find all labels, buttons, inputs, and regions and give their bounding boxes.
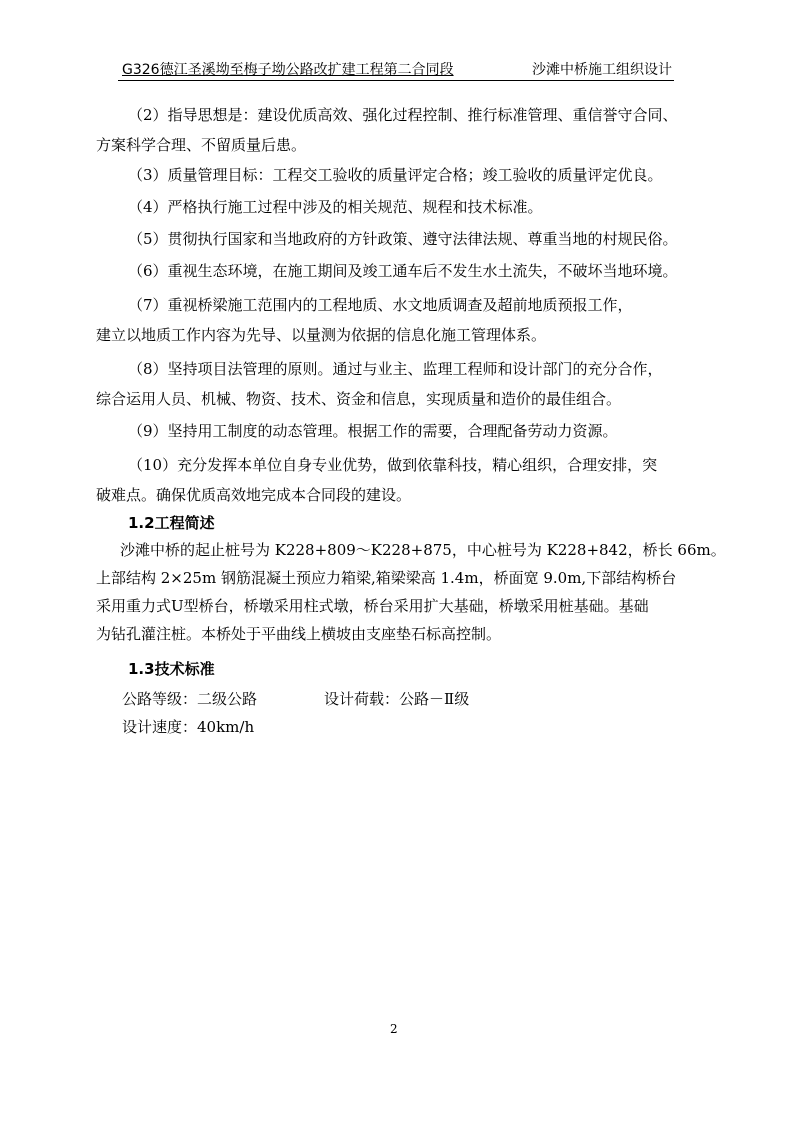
paragraph-line: （9）坚持用工制度的动态管理。根据工作的需要，合理配备劳动力资源。 — [128, 422, 618, 440]
paragraph-8 — [96, 354, 700, 414]
paragraph-line: 破难点。确保优质高效地完成本合同段的建设。 — [96, 486, 412, 504]
paragraph-7 — [96, 290, 700, 350]
description-line: 采用重力式U型桥台，桥墩采用柱式墩，桥台采用扩大基础，桥墩采用桩基础。基础 — [96, 597, 649, 615]
paragraph-line: （8）坚持项目法管理的原则。通过与业主、监理工程师和设计部门的充分合作， — [128, 360, 663, 378]
paragraph-line: 综合运用人员、机械、物资、技术、资金和信息，实现质量和造价的最佳组合。 — [96, 390, 622, 408]
paragraph-line: （3）质量管理目标：工程交工验收的质量评定合格；竣工验收的质量评定优良。 — [128, 166, 663, 184]
description-line: 为钻孔灌注桩。本桥处于平曲线上横坡由支座垫石标高控制。 — [96, 625, 502, 643]
design-speed: 设计速度：40km/h — [122, 718, 255, 736]
paragraph-line: 建立以地质工作内容为先导、以量测为依据的信息化施工管理体系。 — [96, 326, 547, 344]
section-heading-1-2: 1.2工程简述 — [128, 514, 215, 532]
paragraph-4 — [96, 192, 700, 222]
paragraph-10 — [96, 450, 700, 510]
page-number: 2 — [390, 1022, 398, 1036]
header-project-title: G326德江圣溪坳至梅子坳公路改扩建工程第二合同段 — [122, 62, 454, 78]
project-description — [96, 536, 726, 648]
paragraph-line: （5）贯彻执行国家和当地政府的方针政策、遵守法律法规、尊重当地的村规民俗。 — [128, 230, 678, 248]
section-heading-1-3: 1.3技术标准 — [128, 660, 215, 678]
paragraph-line: （4）严格执行施工过程中涉及的相关规范、规程和技术标准。 — [128, 198, 543, 216]
paragraph-6 — [96, 256, 700, 286]
design-load: 设计荷载：公路－Ⅱ级 — [324, 690, 470, 708]
paragraph-5 — [96, 224, 700, 254]
paragraph-line: （6）重视生态环境，在施工期间及竣工通车后不发生水土流失，不破坏当地环境。 — [128, 262, 678, 280]
paragraph-2 — [96, 100, 700, 160]
header-document-title: 沙滩中桥施工组织设计 — [532, 62, 672, 78]
road-grade: 公路等级：二级公路 — [122, 690, 258, 708]
page-header — [118, 58, 674, 81]
paragraph-3 — [96, 160, 700, 190]
paragraph-9 — [96, 416, 700, 446]
description-line: 上部结构 2×25m 钢筋混凝土预应力箱梁,箱梁梁高 1.4m，桥面宽 9.0m,下部结构桥台 — [96, 569, 677, 587]
paragraph-line: （10）充分发挥本单位自身专业优势，做到依靠科技，精心组织，合理安排，突 — [128, 456, 658, 474]
description-line: 沙滩中桥的起止桩号为 K228+809～K228+875，中心桩号为 K228+842，桥长 66m。 — [120, 541, 726, 559]
paragraph-line: （2）指导思想是：建设优质高效、强化过程控制、推行标准管理、重信誉守合同、 — [128, 106, 678, 124]
paragraph-line: （7）重视桥梁施工范围内的工程地质、水文地质调查及超前地质预报工作， — [128, 296, 633, 314]
paragraph-line: 方案科学合理、不留质量后患。 — [96, 136, 307, 154]
